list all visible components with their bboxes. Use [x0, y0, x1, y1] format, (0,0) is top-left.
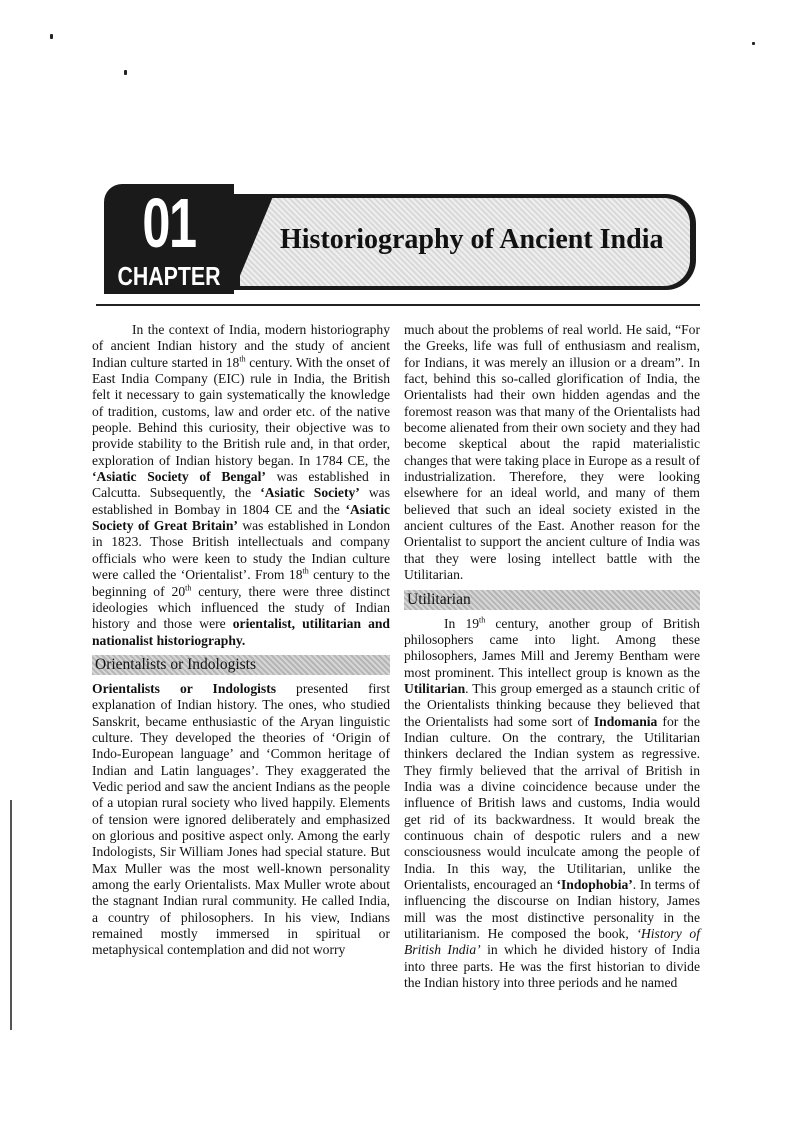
text-run: ‘Indophobia’	[556, 877, 633, 892]
scan-speck	[50, 34, 53, 39]
text-run: in which he divided history of India into three parts. He was the first historian to divide the Indian history into three periods and he named	[404, 942, 700, 991]
scan-speck	[124, 70, 127, 75]
section-heading: Orientalists or Indologists	[95, 655, 257, 673]
text-run: . This group emerged as a staunch critic of the Orientalists thinking because they believed that the Orientalists had some sort of	[404, 680, 700, 729]
text-run: Orientalists or Indologists	[92, 680, 277, 696]
text-run: th	[185, 582, 192, 592]
text-run: th	[239, 354, 246, 364]
right-column	[404, 322, 700, 991]
header-rule	[96, 304, 700, 306]
text-run: was established in Bombay in 1804 CE and the	[92, 485, 391, 517]
text-run: . In terms of influencing the discourse on Indian history, James mill was the most distinctive personality in the utilitarianism. He composed the book,	[404, 877, 700, 942]
text-run: In 19	[444, 615, 480, 631]
text-run: ‘Asiatic Society’	[260, 485, 360, 501]
continued-paragraph	[404, 322, 700, 584]
text-run: century. With the onset of East India Company (EIC) rule in India, the British felt it necessary to gain systematically the knowledge of tradition, customs, law and order etc. of the native people. Behind this curiosity, their objective was to provide stability to the British rule and, in that order, exploration of Indian history began. In 1784 CE, the	[92, 354, 390, 468]
text-run: was established in Calcutta. Subsequently, the	[92, 469, 390, 501]
chapter-title: Historiography of Ancient India	[280, 224, 664, 255]
text-run: ‘Asiatic Society of Great Britain’	[92, 501, 390, 534]
left-column	[92, 322, 390, 959]
section-heading-bar	[92, 655, 390, 675]
text-run: ‘History of British India’	[404, 926, 700, 958]
text-run: th	[479, 614, 486, 624]
scan-edge-artifact	[10, 800, 12, 1030]
chapter-tab	[104, 184, 234, 294]
intro-paragraph	[92, 322, 390, 649]
text-run: for the Indian culture. On the contrary, the Utilitarian thinkers declared the Indian system as regressive. They firmly believed that the arrival of British in India was a divine coincidence because under the influence of British laws and customs, India would get rid of its backwardness. It would break the continuous chain of despotic rulers and a new consciousness would inculcate among the people of India. In this way, the Utilitarian, unlike the Orientalists, encouraged an	[404, 713, 700, 892]
orientalists-paragraph	[92, 681, 390, 959]
text-run: orientalist, utilitarian and nationalist historiography.	[92, 616, 390, 648]
scan-speck	[752, 42, 755, 45]
text-run: Indomania	[593, 713, 658, 729]
text-run: ‘Asiatic Society of Bengal’	[92, 469, 266, 485]
text-run: Utilitarian	[404, 680, 466, 696]
utilitarian-paragraph	[404, 616, 700, 992]
text-run: century, another group of British philosophers came into light. Among these philosophers, James Mill and Jeremy Bentham were most prominent. This intellect group is known as the	[404, 615, 700, 680]
chapter-header	[96, 184, 700, 296]
chapter-label: CHAPTER	[117, 261, 221, 291]
text-run: In the context of India, modern historiography of ancient Indian history and the study of ancient Indian culture started in 18	[92, 322, 390, 370]
text-run: century to the beginning of 20	[92, 567, 390, 599]
text-run: presented first explanation of Indian history. The ones, who studied Sanskrit, became enthusiastic of the Aryan linguistic culture. They developed the theories of ‘Origin of Indo-European language’ and ‘Common heritage of Indian and Latin languages’. They exaggerated the Vedic period and saw the ancient Indians as the people of a utopian rural society who lived happily. Elements of tension were ignored deliberately and emphasized on glorious and positive aspect only. Among the early Indologists, Sir William Jones had special stature. But Max Muller was the most well-known personality among the early Orientalists. Max Muller wrote about the stagnant Indian rural community. He called India, a country of philosophers. In his view, Indians remained mostly immersed in spiritual or metaphysical contemplation and did not worry	[92, 680, 390, 958]
section-heading-bar	[404, 590, 700, 610]
text-run: century, there were three distinct ideologies which influenced the study of Indian history and those were	[92, 583, 390, 632]
chapter-number: 01	[142, 184, 196, 262]
text-run: much about the problems of real world. He said, “For the Greeks, life was full of enthusiasm and realism, for Indians, it was merely an illusion or a dream”. In fact, behind this so-called glorification of India, the Orientalists had their own hidden agendas and the foremost reason was that many of the Orientalists had become alienated from their own society and they had become skeptical about the rapid materialistic changes that were taking place in Europe as a result of industrialization. Therefore, they were looking elsewhere for an ideal world, and many of them believed that such an ideal society existed in the ancient cultures of the East. Another reason for the Orientalist to support the ancient culture of India was that they were losing intellect battle with the Utilitarian.	[404, 322, 700, 583]
text-run: th	[302, 566, 309, 576]
section-heading: Utilitarian	[407, 590, 471, 608]
text-run: was established in London in 1823. Those British intellectuals and company officials who were keen to study the Indian culture were called the ‘Orientalist’. From 18	[92, 518, 391, 583]
